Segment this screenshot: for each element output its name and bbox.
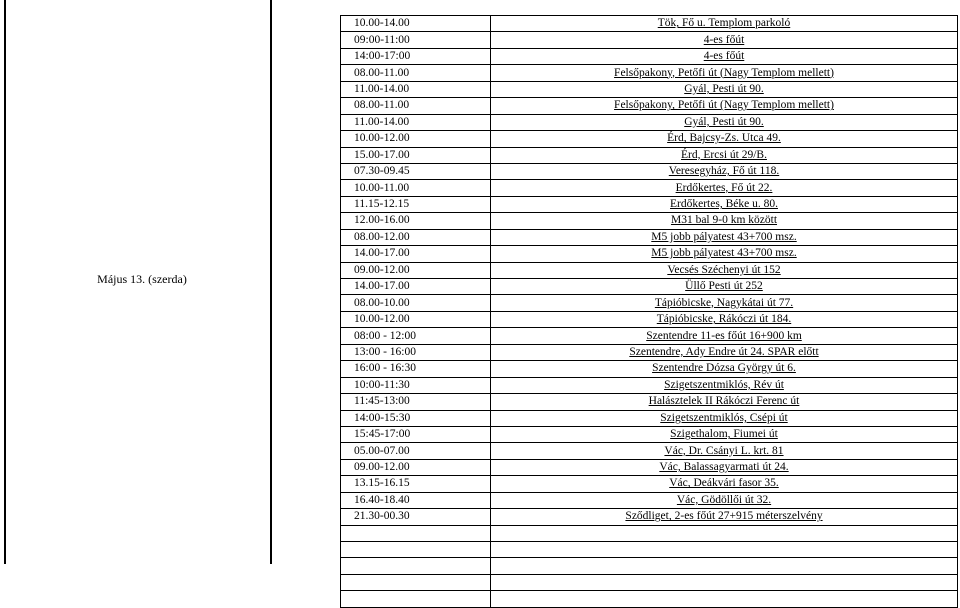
location-text: Erdőkertes, Fő út 22. xyxy=(675,181,773,194)
time-cell: 16.40-18.40 xyxy=(341,492,491,508)
time-cell: 08.00-10.00 xyxy=(341,295,491,311)
table-row xyxy=(341,591,958,607)
time-cell: 15:45-17:00 xyxy=(341,426,491,442)
location-text: Érd, Bajcsy-Zs. Utca 49. xyxy=(667,132,781,145)
location-cell xyxy=(491,443,958,459)
location-text: Felsőpakony, Petőfi út (Nagy Templom mellett) xyxy=(614,99,834,112)
time-cell: 10.00-14.00 xyxy=(341,16,491,32)
time-cell: 13:00 - 16:00 xyxy=(341,344,491,360)
time-cell: 14.00-17.00 xyxy=(341,279,491,295)
location-text: Szigethalom, Fiumei út xyxy=(670,428,778,441)
location-text: Tápióbicske, Nagykátai út 77. xyxy=(654,296,794,309)
table-row xyxy=(341,574,958,590)
left-border-line xyxy=(4,0,6,564)
location-text: Szentendre Dózsa György út 6. xyxy=(652,362,796,375)
time-cell: 08.00-11.00 xyxy=(341,65,491,81)
location-cell xyxy=(491,81,958,97)
location-cell xyxy=(491,98,958,114)
location-cell xyxy=(491,509,958,525)
time-cell: 05.00-07.00 xyxy=(341,443,491,459)
location-cell xyxy=(491,525,958,541)
schedule-table xyxy=(340,15,958,608)
location-text: Vác, Deákvári fasor 35. xyxy=(669,477,779,490)
table-row xyxy=(341,311,958,327)
location-text: Vác, Gödöllői út 32. xyxy=(676,493,772,506)
location-cell xyxy=(491,295,958,311)
time-cell xyxy=(341,558,491,574)
location-text: Vác, Dr. Csányi L. krt. 81 xyxy=(664,444,784,457)
location-cell xyxy=(491,361,958,377)
location-text: M31 bal 9-0 km között xyxy=(670,214,778,227)
table-row xyxy=(341,394,958,410)
time-cell: 09:00-11:00 xyxy=(341,32,491,48)
table-row xyxy=(341,196,958,212)
location-text: Veresegyház, Fő út 118. xyxy=(668,165,780,178)
table-row xyxy=(341,509,958,525)
location-cell xyxy=(491,114,958,130)
table-row xyxy=(341,361,958,377)
table-row xyxy=(341,410,958,426)
time-cell: 07.30-09.45 xyxy=(341,163,491,179)
location-text: Tápióbicske, Rákóczi út 184. xyxy=(656,313,792,326)
location-cell xyxy=(491,147,958,163)
location-cell xyxy=(491,246,958,262)
table-row xyxy=(341,32,958,48)
location-text: Vecsés Széchenyi út 152 xyxy=(667,263,781,276)
location-cell xyxy=(491,426,958,442)
location-cell xyxy=(491,492,958,508)
time-cell: 10.00-11.00 xyxy=(341,180,491,196)
table-row xyxy=(341,48,958,64)
time-cell: 10:00-11:30 xyxy=(341,377,491,393)
location-cell xyxy=(491,394,958,410)
table-row xyxy=(341,328,958,344)
location-text: Érd, Ercsi út 29/B. xyxy=(681,148,767,161)
time-cell: 10.00-12.00 xyxy=(341,131,491,147)
day-column-divider xyxy=(270,0,272,564)
location-text: Tök, Fő u. Templom parkoló xyxy=(657,17,791,30)
location-cell xyxy=(491,574,958,590)
time-cell: 11.15-12.15 xyxy=(341,196,491,212)
location-text: M5 jobb pályatest 43+700 msz. xyxy=(651,230,797,243)
time-cell xyxy=(341,591,491,607)
location-cell xyxy=(491,196,958,212)
location-text: Gyál, Pesti út 90. xyxy=(684,115,764,128)
location-text: Szigetszentmiklós, Csépi út xyxy=(660,411,788,424)
location-text: Gyál, Pesti út 90. xyxy=(684,82,764,95)
time-cell: 10.00-12.00 xyxy=(341,311,491,327)
time-cell xyxy=(341,542,491,558)
time-cell: 16:00 - 16:30 xyxy=(341,361,491,377)
location-text: Üllő Pesti út 252 xyxy=(685,280,763,293)
table-row xyxy=(341,492,958,508)
table-row xyxy=(341,147,958,163)
time-cell xyxy=(341,525,491,541)
location-cell xyxy=(491,16,958,32)
location-text: Szentendre, Ady Endre út 24. SPAR előtt xyxy=(629,345,819,358)
time-cell: 09.00-12.00 xyxy=(341,459,491,475)
table-row xyxy=(341,98,958,114)
location-text: Halásztelek II Rákóczi Ferenc út xyxy=(648,395,800,408)
location-text: 4-es főút xyxy=(703,33,745,46)
location-cell xyxy=(491,213,958,229)
table-row xyxy=(341,459,958,475)
location-cell xyxy=(491,591,958,607)
time-cell: 12.00-16.00 xyxy=(341,213,491,229)
location-cell xyxy=(491,131,958,147)
table-row xyxy=(341,476,958,492)
location-cell xyxy=(491,229,958,245)
table-row xyxy=(341,344,958,360)
location-cell xyxy=(491,377,958,393)
time-cell: 11.00-14.00 xyxy=(341,81,491,97)
location-cell xyxy=(491,410,958,426)
location-cell xyxy=(491,459,958,475)
location-cell xyxy=(491,279,958,295)
table-row xyxy=(341,295,958,311)
table-row xyxy=(341,65,958,81)
table-row xyxy=(341,246,958,262)
time-cell: 08:00 - 12:00 xyxy=(341,328,491,344)
table-row xyxy=(341,279,958,295)
location-text: Vác, Balassagyarmati út 24. xyxy=(659,461,789,474)
location-cell xyxy=(491,558,958,574)
location-text: Felsőpakony, Petőfi út (Nagy Templom mellett) xyxy=(614,66,834,79)
time-cell: 11:45-13:00 xyxy=(341,394,491,410)
time-cell: 11.00-14.00 xyxy=(341,114,491,130)
table-row xyxy=(341,377,958,393)
table-row xyxy=(341,163,958,179)
location-text: Sződliget, 2-es főút 27+915 méterszelvény xyxy=(625,510,823,523)
table-row xyxy=(341,542,958,558)
schedule-rows xyxy=(341,16,958,608)
location-text: M5 jobb pályatest 43+700 msz. xyxy=(651,247,797,260)
location-cell xyxy=(491,542,958,558)
time-cell: 14:00-15:30 xyxy=(341,410,491,426)
time-cell: 14:00-17:00 xyxy=(341,48,491,64)
location-cell xyxy=(491,163,958,179)
location-cell xyxy=(491,65,958,81)
location-cell xyxy=(491,32,958,48)
table-row xyxy=(341,81,958,97)
table-row xyxy=(341,558,958,574)
location-cell xyxy=(491,180,958,196)
time-cell: 08.00-12.00 xyxy=(341,229,491,245)
table-row xyxy=(341,525,958,541)
location-text: 4-es főút xyxy=(703,50,745,63)
table-row xyxy=(341,114,958,130)
location-cell xyxy=(491,344,958,360)
table-row xyxy=(341,16,958,32)
table-row xyxy=(341,443,958,459)
location-cell xyxy=(491,311,958,327)
location-cell xyxy=(491,476,958,492)
location-cell xyxy=(491,48,958,64)
location-text: Szentendre 11-es főút 16+900 km xyxy=(646,329,802,342)
location-text: Szigetszentmiklós, Rév út xyxy=(664,378,784,391)
time-cell: 08.00-11.00 xyxy=(341,98,491,114)
time-cell: 09.00-12.00 xyxy=(341,262,491,278)
location-cell xyxy=(491,328,958,344)
location-text: Erdőkertes, Béke u. 80. xyxy=(670,198,778,211)
table-row xyxy=(341,180,958,196)
time-cell xyxy=(341,574,491,590)
table-row xyxy=(341,229,958,245)
time-cell: 14.00-17.00 xyxy=(341,246,491,262)
table-row xyxy=(341,262,958,278)
day-label: Május 13. (szerda) xyxy=(97,272,187,286)
time-cell: 13.15-16.15 xyxy=(341,476,491,492)
time-cell: 21.30-00.30 xyxy=(341,509,491,525)
table-row xyxy=(341,213,958,229)
time-cell: 15.00-17.00 xyxy=(341,147,491,163)
table-row xyxy=(341,131,958,147)
location-cell xyxy=(491,262,958,278)
table-row xyxy=(341,426,958,442)
